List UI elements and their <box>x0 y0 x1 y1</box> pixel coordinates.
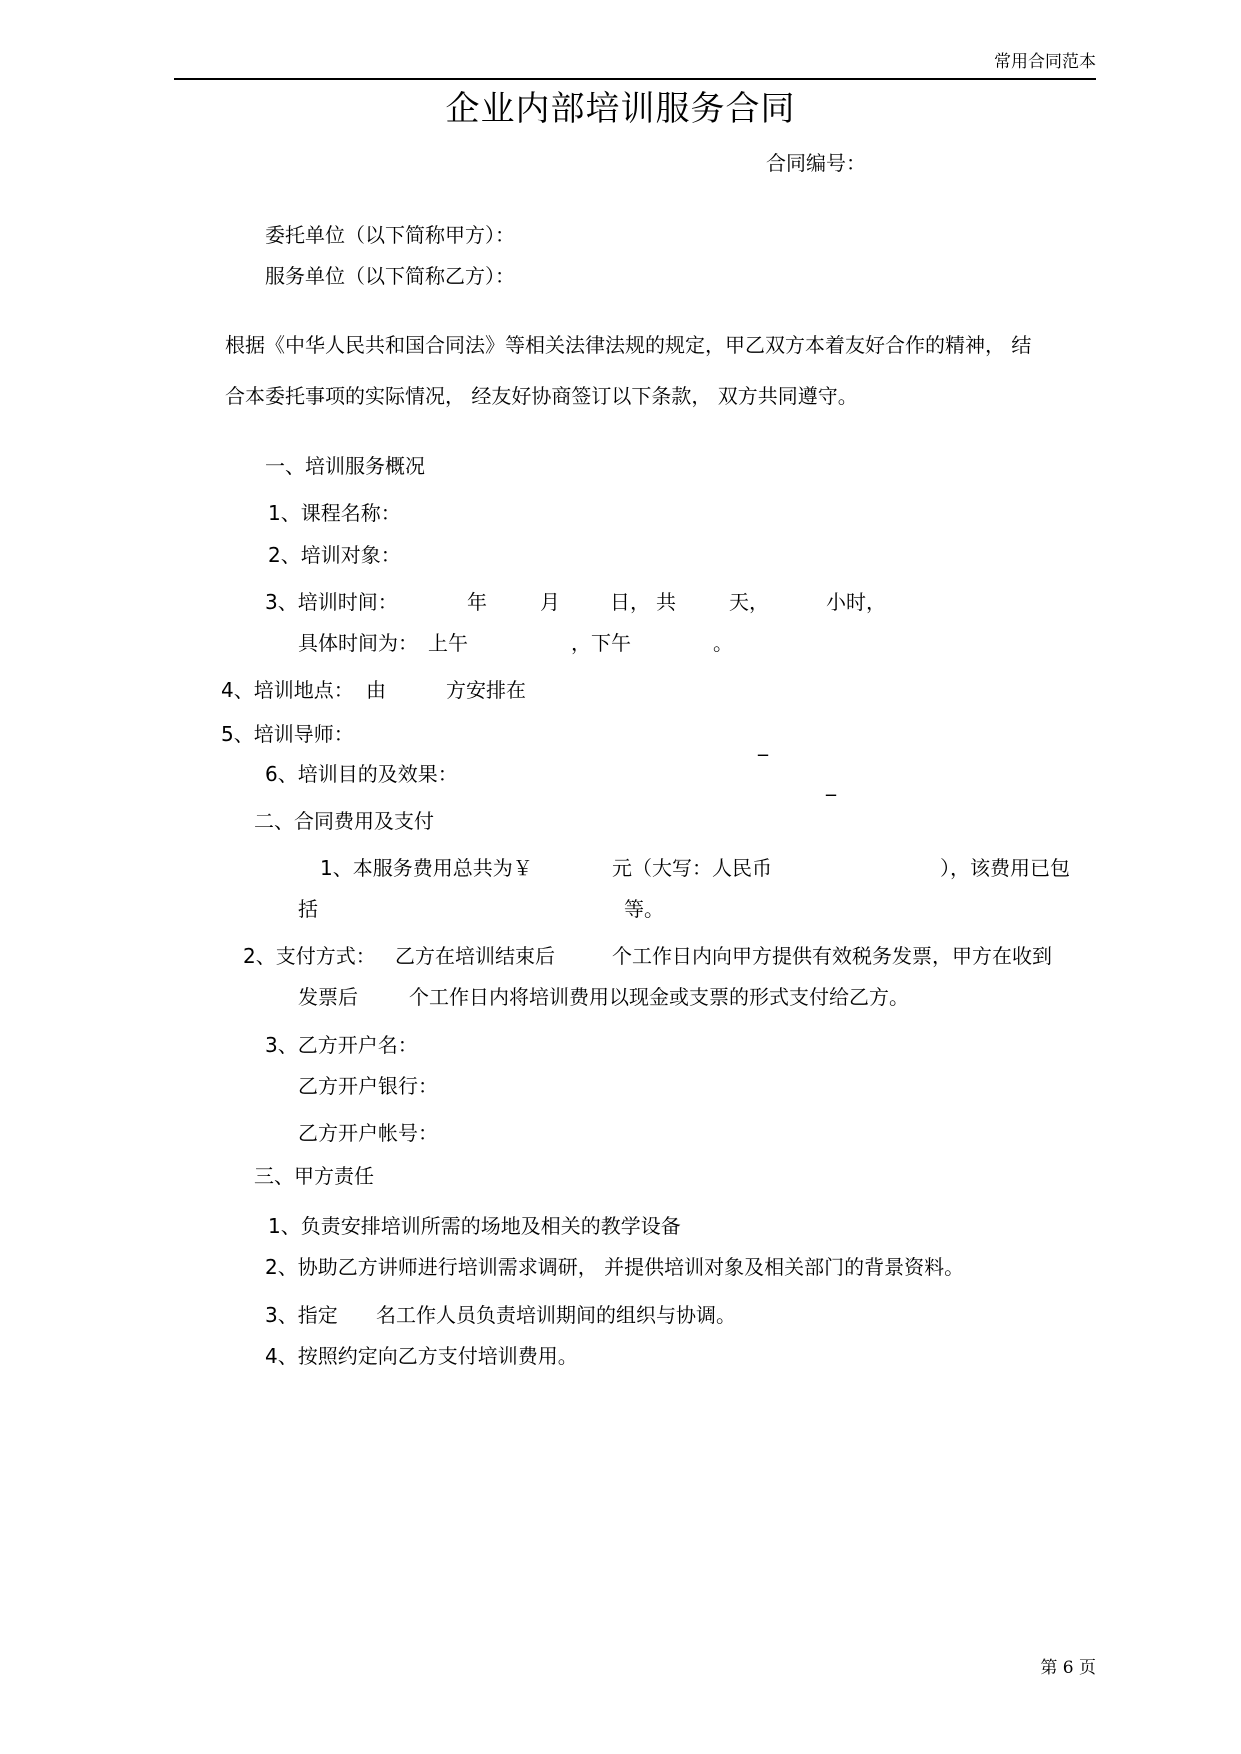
fee-includes-end: 等。 <box>624 897 664 921</box>
bank-label: 乙方开户银行： <box>298 1074 438 1098</box>
party-a-duty-4: 4、按照约定向乙方支付培训费用。 <box>265 1344 578 1368</box>
specific-time-morning: 上午 <box>428 631 468 655</box>
course-name-label: 1、课程名称： <box>268 501 401 525</box>
party-b-label: 服务单位（以下简称乙方）： <box>265 264 515 288</box>
account-number-label: 乙方开户帐号： <box>298 1121 438 1145</box>
party-a-label: 委托单位（以下简称甲方）： <box>265 223 515 247</box>
intro-line-1: 根据《中华人民共和国合同法》等相关法律法规的规定，甲乙双方本着友好合作的精神， 结 <box>225 333 1032 357</box>
fee-total-label: 1、本服务费用总共为￥ <box>320 856 533 880</box>
party-a-duty-3-text: 名工作人员负责培训期间的组织与协调。 <box>376 1303 736 1327</box>
specific-time-label: 具体时间为： <box>298 631 418 655</box>
training-time-month: 月 <box>540 590 560 614</box>
payment-method-label: 2、支付方式： <box>243 944 376 968</box>
party-a-duty-3-label: 3、指定 <box>265 1303 338 1327</box>
page-number: 第 6 页 <box>1040 1658 1096 1678</box>
specific-time-afternoon: ，下午 <box>571 631 631 655</box>
payment-method-text-1: 乙方在培训结束后 <box>395 944 555 968</box>
training-time-hours: 小时， <box>826 590 886 614</box>
training-time-day: 日， <box>610 590 650 614</box>
training-time-year: 年 <box>467 590 487 614</box>
section-3-heading: 三、甲方责任 <box>254 1164 374 1188</box>
contract-number-label: 合同编号： <box>766 151 866 175</box>
fee-includes-start: 括 <box>298 897 318 921</box>
fee-tail-label: ），该费用已包 <box>940 856 1070 880</box>
party-a-duty-1: 1、负责安排培训所需的场地及相关的教学设备 <box>268 1214 681 1238</box>
specific-time-end: 。 <box>713 631 733 655</box>
intro-line-2: 合本委托事项的实际情况， 经友好协商签订以下条款， 双方共同遵守。 <box>225 384 858 408</box>
trainer-blank: _ <box>758 732 768 756</box>
training-goal-label: 6、培训目的及效果： <box>265 762 458 786</box>
section-2-heading: 二、合同费用及支付 <box>254 809 434 833</box>
trainer-label: 5、培训导师： <box>221 722 354 746</box>
section-1-heading: 一、培训服务概况 <box>265 454 425 478</box>
training-time-total: 共 <box>656 590 676 614</box>
training-location-by: 由 <box>366 678 386 702</box>
page-title: 企业内部培训服务合同 <box>445 89 796 129</box>
account-name-label: 3、乙方开户名： <box>265 1033 418 1057</box>
party-a-duty-2: 2、协助乙方讲师进行培训需求调研， 并提供培训对象及相关部门的背景资料。 <box>265 1255 965 1279</box>
fee-yuan-label: 元（大写：人民币 <box>612 856 772 880</box>
header-label: 常用合同范本 <box>994 52 1096 72</box>
header-divider <box>174 78 1096 80</box>
training-location-arrange: 方安排在 <box>446 678 526 702</box>
training-time-label: 3、培训时间： <box>265 590 398 614</box>
training-audience-label: 2、培训对象： <box>268 543 401 567</box>
payment-method-line2-start: 发票后 <box>298 985 358 1009</box>
training-time-days: 天， <box>729 590 769 614</box>
training-goal-blank: _ <box>826 772 836 796</box>
payment-method-line2-rest: 个工作日内将培训费用以现金或支票的形式支付给乙方。 <box>409 985 909 1009</box>
training-location-label: 4、培训地点： <box>221 678 354 702</box>
payment-method-text-2: 个工作日内向甲方提供有效税务发票，甲方在收到 <box>612 944 1052 968</box>
